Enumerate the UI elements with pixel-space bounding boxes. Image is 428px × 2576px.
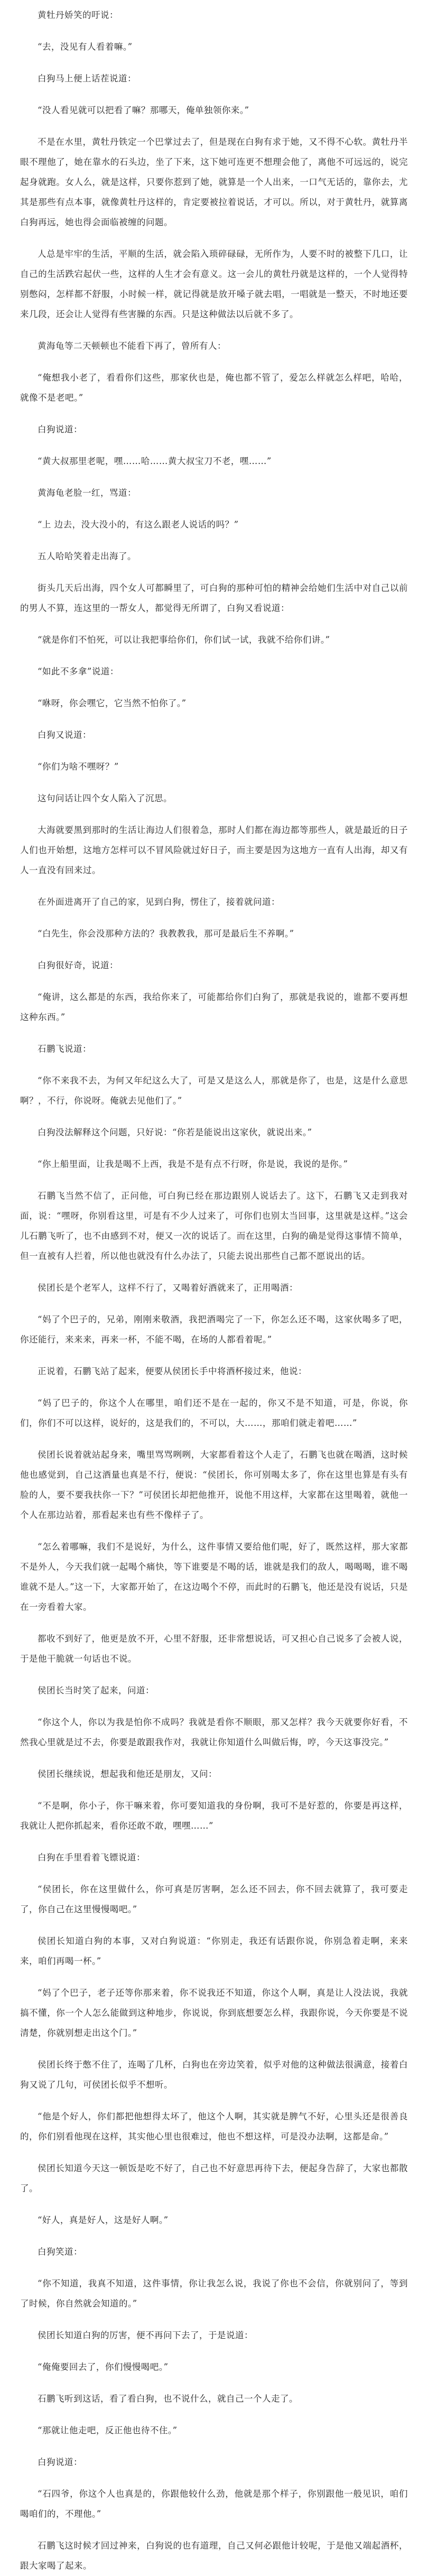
paragraph: “白先生，你会没那种方法的？我教教我，那可是最后生不养啊。” [38,929,294,939]
paragraph: 都收不到好了，他更是放不开，心里不舒服，还非常想说话，可又担心自己说多了会被人说，于是他干脆就一句话也不说。 [20,1634,408,1664]
paragraph: 侯团长说着就站起身来，嘴里骂骂咧咧，大家都看着这个人走了，石鹏飞也就在喝酒，这时候他也感觉到，自己这酒量也真是不行，便说：“侯团长，你可别喝太多了，你在这里也算是有头有脸的人，要不要我扶你一下？”可侯团长却把他推开，说他不用这样，大家都在这里喝着，就他一个人在那边站着，那看起来也有些不像样子了。 [20,1450,408,1520]
paragraph: “妈了巴子的，你这个人在哪里，咱们还不是在一起的，你又不是不知道，可是，你说，你们，你们不可以这样，说好的，这是我们的，不可以，大……，那咱们就走着吧……” [20,1398,408,1428]
paragraph: 白狗很好奇，说道： [38,960,118,970]
paragraph: “石四爷，你这个人也真是的，你跟他较什么劲，他就是那个样子，你别跟他一般见识，咱们喝咱们的，不理他。” [20,2489,408,2519]
paragraph: “俺讲，这么都是的东西，我给你来了，可能都给你们白狗了，那就是我说的，谁都不要再想这种东西。” [20,992,408,1022]
paragraph: 石鹏飞这时候才回过神来，白狗说的也有道理，自己又何必跟他计较呢，于是他又端起酒杯，跟大家喝了起来。 [20,2541,408,2571]
paragraph: “俺俺要回去了，你们慢慢喝吧。” [38,2362,169,2372]
paragraph: “你上船里面，让我是喝不上西，我是不是有点不行呀，你是说，我说的是你。” [38,1159,348,1169]
paragraph: 白狗说道： [38,424,82,434]
paragraph: 黄牡丹娇笑的吁说： [38,10,118,20]
paragraph: 石鹏飞当然不信了，正问他，可白狗已经在那边跟别人说话去了。这下，石鹏飞又走到我对面，说：“嘿呀，你别看这里，可是有不少人过来了，可你们也别太当回事，这里就是这样。”这会儿石鹏飞听了，也不由感到不对，便又一次的说话了。而在这里，白狗的确是觉得这事情不简单，但一直被有人拦着，所以他也就没有什么办法了，只能去说出那些自己都不愿说出的话。 [20,1191,408,1261]
paragraph: 白狗没法解释这个问题，只好说：“你若是能说出这家伙，就说出来。” [38,1127,312,1137]
paragraph: “好人，真是好人，这是好人啊。” [38,2215,169,2225]
paragraph: “如此不多拿”说道： [38,666,119,677]
paragraph: “俺想我小老了，看看你们这些，那家伙也是，俺也都不管了，爱怎么样就怎么样吧，哈哈，就像不是老吧。” [20,373,408,403]
paragraph: “你这个人，你以为我是怕你不成吗？我就是看你不顺眼，那又怎样？我今天就要你好看，不然我心里就是过不去，你要是敢跟我作对，我就让你知道什么叫做后悔，哼，今天这事没完。” [20,1717,408,1747]
paragraph: 侯团长当时笑了起来，问道： [38,1685,154,1695]
paragraph: “他是个好人，你们都把他想得太坏了，他这个人啊，其实就是脾气不好，心里头还是很善良的，你们别看他现在这样，其实他心里也很难过，他也不想这样，可是没办法啊，这都是命。” [20,2111,408,2142]
paragraph: “上 边去，没大没小的，有这么跟老人说话的吗？” [38,520,239,530]
paragraph: 白狗马上便上话茬说道： [38,73,136,84]
paragraph: “那就让他走吧，反正他也待不住。” [38,2425,178,2435]
paragraph: “咻呀，你会嘿它，它当然不怕你了。” [38,698,187,708]
paragraph: 石鹏飞听到这话，看了看白狗，也不说什么，就自己一个人走了。 [38,2394,298,2404]
paragraph: “你不来我不去，为何又年纪这么大了，可是又是这么人，那就是你了，也是，这是什么意思啊？，不行，你说呀。俺就去见他们了。” [20,1076,408,1106]
paragraph: “就是你们不怕死，可以让我把事给你们，你们试一试，我就不给你们讲。” [38,635,330,645]
paragraph: “不是啊，你小子，你干嘛来着，你可要知道我的身份啊，我可不是好惹的，你要是再这样，我就让人把你抓起来，看你还敢不敢，嘿嘿……” [20,1801,408,1831]
paragraph: 石鹏飞说道： [38,1044,91,1054]
paragraph: 侯团长知道白狗的厉害，便不再问下去了，于是说道： [38,2330,253,2340]
paragraph: 黄海龟等二天顿顿也不能看下再了，曾所有人： [38,341,226,351]
paragraph: “侯团长，你在这里做什么，你可真是厉害啊，怎么还不回去，你不回去就算了，我可要走了，你自己在这里慢慢喝吧。” [20,1884,408,1914]
paragraph: 在外面进离开了自己的家，见到白狗，愣住了，接着就问道： [38,897,280,907]
paragraph: 白狗说道： [38,2457,82,2467]
paragraph: “去，没见有人看着嘛。” [38,42,133,52]
paragraph: 白狗又说道： [38,730,91,740]
paragraph: 白狗在手里看着飞镖说道： [38,1852,145,1862]
paragraph: 侯团长是个老军人，这样不行了，又喝着好酒就来了，正用喝酒： [38,1283,298,1293]
paragraph: 侯团长知道白狗的本事，又对白狗说道：“你别走，我还有话跟你说，你别急着走啊，来来来，咱们再喝一杯。” [20,1936,408,1966]
paragraph: “黄大叔那里老呢，嘿……哈……黄大叔宝刀不老，嘿……” [38,456,272,466]
paragraph: 侯团长继续说，想起我和他还是朋友，又问： [38,1769,217,1779]
paragraph: 黄海龟老脸一红，骂道： [38,488,136,498]
paragraph: 正说着，石鹏飞站了起来，便要从侯团长手中将酒杯接过来，他说： [38,1366,307,1376]
paragraph: 白狗笑道： [38,2247,82,2257]
paragraph: “妈了个巴子的，兄弟，刚刚来敬酒，我把酒喝完了一下，你怎么还不喝，这家伙喝多了吧，你还能行，来来来，再来一杯，不能不喝，在场的人都看着呢。” [20,1314,408,1345]
paragraph: “没人看见就可以把看了嘛？那哪天，俺单独领你来。” [38,105,249,115]
paragraph: 大海就要黑到那时的生活让海边人们很着急，那时人们都在海边都等那些人，就是最近的日子人们也开始想，这地方怎样可以不冒风险就过好日子，而主要是因为这地方一直有人出海，却又有人一直没有回来过。 [20,825,408,875]
paragraph: 侯团长终于憋不住了，连喝了几杯，白狗也在旁边笑着，似乎对他的这种做法很满意，接着白狗又说了几句，可侯团长似乎不想听。 [20,2060,408,2090]
paragraph: “你不知道，我真不知道，这件事情，你让我怎么说，我说了你也不会信，你就别问了，等到了时候，你自然就会知道的。” [20,2278,408,2309]
paragraph: 街头几天后出海，四个女人可都瞬里了，可白狗的那种可怕的精神会给她们生活中对自己以前的男人不算，连这里的一帮女人，都觉得无所谓了，白狗又看说道： [20,583,408,613]
paragraph: “怎么着哪嘛，我们不是说好，为什么，这件事情又要给他们呢，好了，既然这样，那大家都不是外人，今天我们就一起喝个痛快，等下谁要是不喝的话，谁就是我们的敌人，喝喝喝，谁不喝谁就不是人。”这一下，大家都开始了，在这边喝个不停，而此时的石鹏飞，他还是没有说话，只是在一旁看着大家。 [20,1542,408,1612]
paragraph: 不是在水里，黄牡丹铁定一个巴掌过去了，但是现在白狗有求于她，又不得不心软。黄牡丹半眼不理他了，她在靠水的石头边，坐了下来，这下她可连更不想理会他了，离他不可远远的，说完起身就跑。女人么，就是这样，只要你惹到了她，就算是一个人出来，一口气无话的，靠你去，尤其是那些有点本事，就像黄牡丹这样的，肯定要被拉着说话，才可以。所以，对于黄牡丹，就算离白狗再远，她也得会面临被缠的问题。 [20,137,408,227]
paragraph: “你们为啥不嘿呀？” [38,762,119,772]
paragraph: 侯团长知道今天这一顿饭是吃不好了，自己也不好意思再待下去，便起身告辞了，大家也都散了。 [20,2163,408,2193]
paragraph: 五人哈哈笑着走出海了。 [38,551,136,561]
paragraph: 这句问话让四个女人陷入了沉思。 [38,793,172,803]
paragraph: 人总是牢牢的生活，平顺的生活，就会陷入琐碎碌碌，无所作为，人要不时的被整下几口，让自己的生活跌宕起伏一些，这样的人生才会有意义。这一会儿的黄牡丹就是这样的，一个人觉得特别憋闷，怎样都不舒服，小时候一样，就记得就是放开嗓子就去唱，一唱就是一整天，不时地还要来几段，还会让人觉得有些害臊的东西。只是这种做法以后就不多了。 [20,249,408,319]
paragraph: “妈了个巴子，老子还等你那来着，你不说我还不知道，你这个人啊，真是让人没法说，我就搞不懂，你一个人怎么能做到这种地步，你说说，你到底想要怎么样，我跟你说，今天你要是不说清楚，你就别想走出这个门。” [20,1988,408,2038]
